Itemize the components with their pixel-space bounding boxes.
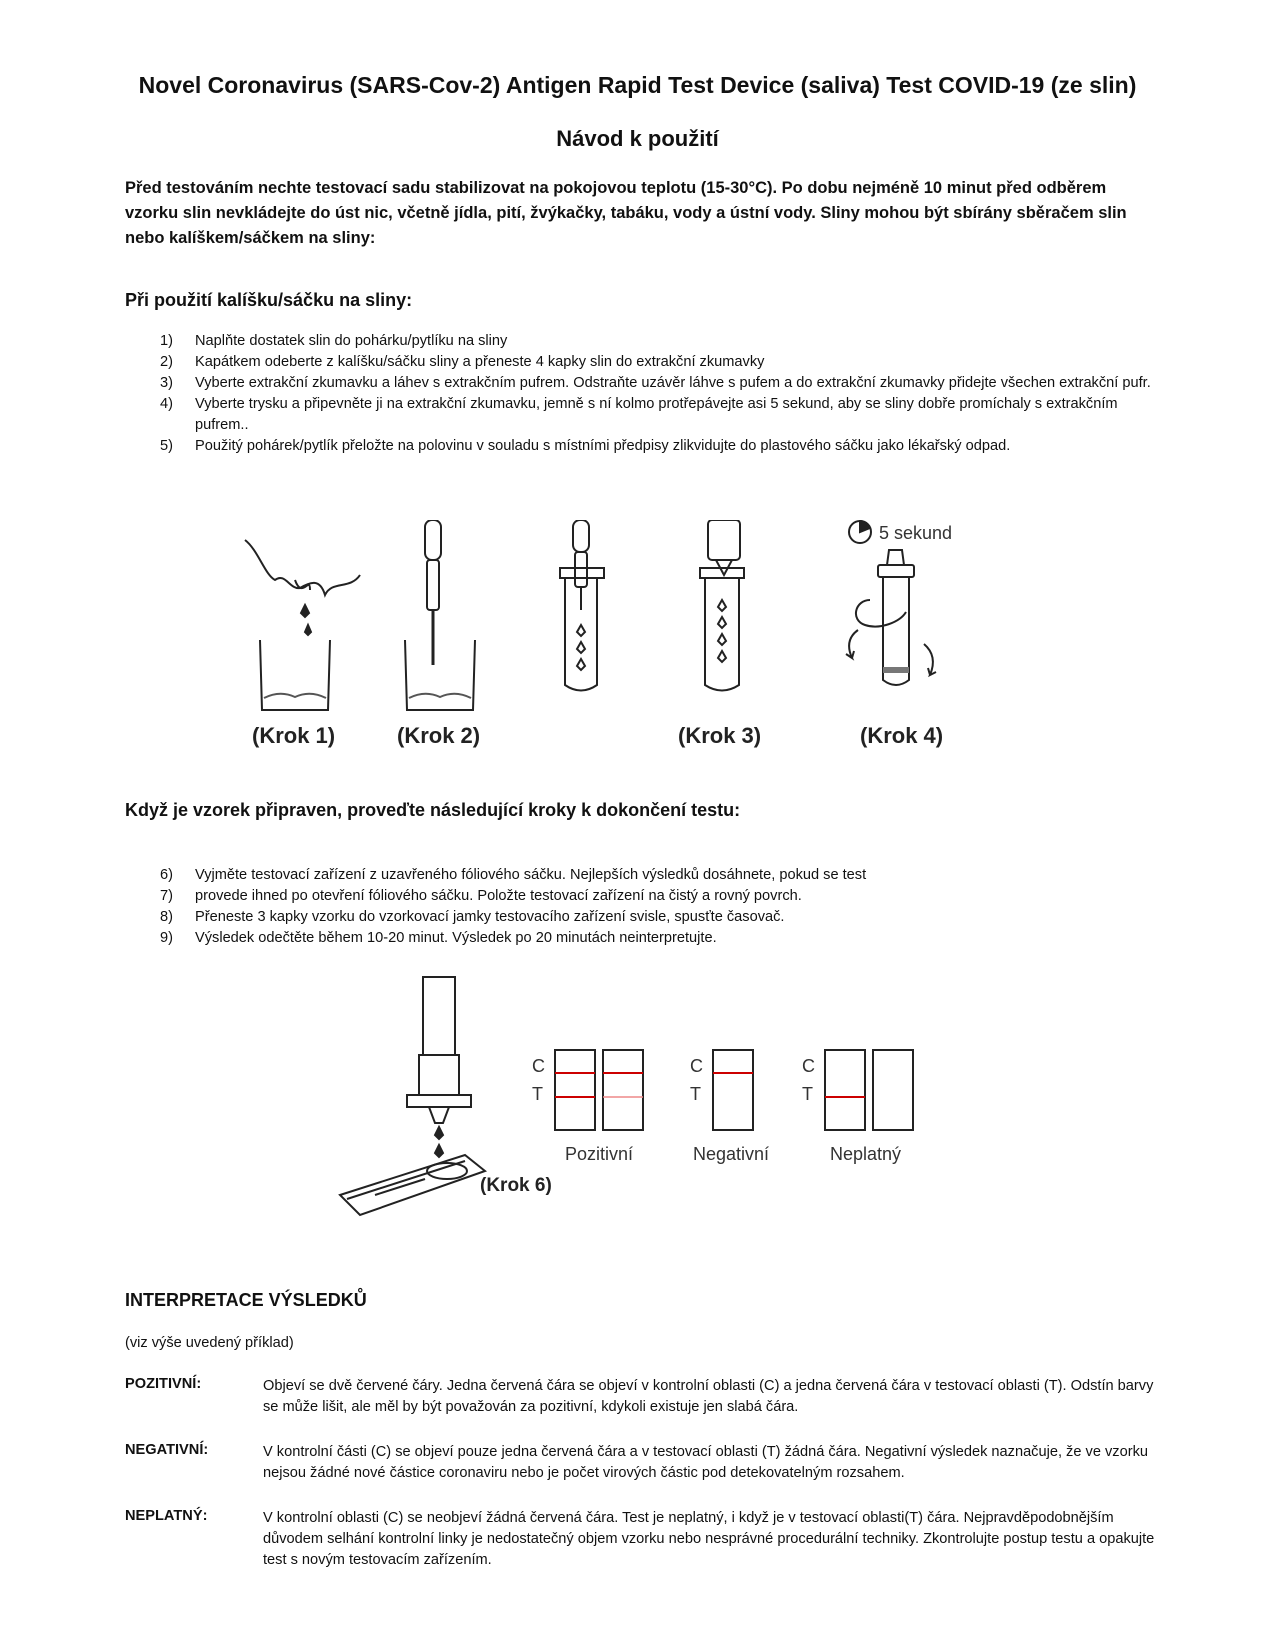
document-subtitle: Návod k použití	[556, 126, 719, 151]
c-label: C	[690, 1056, 703, 1076]
step-text: Kapátkem odeberte z kalíšku/sáčku sliny a přeneste 4 kapky slin do extrakční zkumavky	[195, 354, 765, 370]
section2-steps	[125, 865, 1165, 949]
tube-dropping-illustration	[407, 977, 471, 1157]
list-item	[125, 436, 1165, 457]
step-text: Výsledek odečtěte během 10-20 minut. Výsledek po 20 minutách neinterpretujte.	[195, 930, 717, 946]
step-text: Přeneste 3 kapky vzorku do vzorkovací jamky testovacího zařízení svisle, spusťte časovač.	[195, 909, 785, 925]
step-text: Vyberte extrakční zkumavku a láhev s extrakčním pufrem. Odstraňte uzávěr láhve s pufem a do extrakční zkumavky přidejte všechen extrakční pufr.	[195, 375, 1151, 391]
step-text: Naplňte dostatek slin do pohárku/pytlíku na sliny	[195, 333, 508, 349]
result-label-invalid: Neplatný	[830, 1144, 902, 1164]
result-label-negative: Negativní	[693, 1144, 770, 1164]
saliva-cup-illustration	[245, 540, 360, 710]
result-invalid-strips	[825, 1050, 913, 1130]
step-number: 7)	[160, 888, 173, 904]
step-number: 1)	[160, 333, 173, 349]
result-row-label: POZITIVNÍ:	[125, 1376, 202, 1392]
step-number: 2)	[160, 354, 173, 370]
timer-label: 5 sekund	[879, 523, 953, 543]
t-label: T	[802, 1084, 813, 1104]
interpretation-heading: INTERPRETACE VÝSLEDKŮ	[125, 1290, 367, 1310]
shake-tube-illustration	[846, 521, 936, 685]
test-cassette-illustration	[340, 1155, 485, 1215]
list-item	[125, 352, 1165, 373]
test-device-figure	[335, 975, 935, 1225]
list-item	[125, 373, 1165, 394]
result-negative-strip	[713, 1050, 753, 1130]
section1-heading: Při použití kalíšku/sáčku na sliny:	[125, 290, 413, 310]
result-row-text: Objeví se dvě červené čáry. Jedna červená čára se objeví v kontrolní oblasti (C) a jedna červená čára v testovací oblasti (T). Odstín barvy se může lišit, ale měl by být považován za pozitivní, kdykoli existuje jen slabá čára.	[263, 1378, 1154, 1415]
list-item	[125, 331, 1165, 352]
t-label: T	[532, 1084, 543, 1104]
step-number: 3)	[160, 375, 173, 391]
step-label-6: (Krok 6)	[480, 1175, 552, 1196]
document-title: Novel Coronavirus (SARS-Cov-2) Antigen Rapid Test Device (saliva) Test COVID-19 (ze slin)	[138, 72, 1137, 98]
c-label: C	[802, 1056, 815, 1076]
step-number: 5)	[160, 438, 173, 454]
result-positive-strips	[555, 1050, 643, 1130]
step-number: 9)	[160, 930, 173, 946]
interpretation-note: (viz výše uvedený příklad)	[125, 1335, 294, 1351]
step-number: 6)	[160, 867, 173, 883]
step-text: Použitý pohárek/pytlík přeložte na polovinu v souladu s místními předpisy zlikvidujte do plastového sáčku jako lékařský odpad.	[195, 438, 1011, 454]
t-label: T	[690, 1084, 701, 1104]
step-text: Vyberte trysku a připevněte ji na extrakční zkumavku, jemně s ní kolmo protřepávejte asi 5 sekund, aby se sliny dobře promíchaly s extrakčním pufrem..	[195, 396, 1118, 433]
step-label-2: (Krok 2)	[397, 723, 481, 748]
result-row-text: V kontrolní části (C) se objeví pouze jedna červená čára a v testovací oblasti (T) žádná čára. Negativní výsledek naznačuje, že ve vzorku nejsou žádné nové částice coronaviru nebo je počet virových částic pod detekovatelným rozsahem.	[263, 1444, 1148, 1481]
list-item	[125, 886, 1165, 907]
pipette-in-cup-illustration	[405, 520, 475, 710]
buffer-into-tube-illustration	[700, 520, 744, 691]
step-label-3: (Krok 3)	[678, 723, 762, 748]
c-label: C	[532, 1056, 545, 1076]
step-number: 8)	[160, 909, 173, 925]
intro-paragraph: Před testováním nechte testovací sadu stabilizovat na pokojovou teplotu (15-30°C). Po dobu nejméně 10 minut před odběrem vzorku slin nevkládejte do úst nic, včetně jídla, pití, žvýkačky, tabáku, vody a ústní vody. Sliny mohou být sbírány sběračem slin nebo kalíškem/sáčkem na sliny:	[125, 179, 1127, 247]
step-number: 4)	[160, 396, 173, 412]
section2-heading: Když je vzorek připraven, proveďte následující kroky k dokončení testu:	[125, 800, 741, 820]
result-row-label: NEPLATNÝ:	[125, 1508, 208, 1524]
result-row-text: V kontrolní oblasti (C) se neobjeví žádná červená čára. Test je neplatný, i když je v testovací oblasti(T) čára. Nejpravděpodobnějším důvodem selhání kontrolní linky je nedostatečný objem vzorku nebo nesprávné procedurální techniky. Zkontrolujte postup testu a opakujte test s novým testovacím zařízením.	[263, 1510, 1155, 1568]
step-label-4: (Krok 4)	[860, 723, 944, 748]
collection-steps-figure	[240, 520, 1020, 770]
list-item	[125, 865, 1165, 886]
section1-steps	[125, 331, 1165, 457]
list-item	[125, 907, 1165, 928]
result-label-positive: Pozitivní	[565, 1144, 634, 1164]
step-text: provede ihned po otevření fóliového sáčku. Položte testovací zařízení na čistý a rovný povrch.	[195, 888, 802, 904]
result-row-label: NEGATIVNÍ:	[125, 1442, 209, 1458]
step-label-1: (Krok 1)	[252, 723, 336, 748]
list-item	[125, 928, 1165, 949]
list-item	[125, 394, 1165, 436]
pipette-into-tube-illustration	[560, 520, 604, 691]
step-text: Vyjměte testovací zařízení z uzavřeného fóliového sáčku. Nejlepších výsledků dosáhnete, pokud se test	[195, 867, 867, 883]
